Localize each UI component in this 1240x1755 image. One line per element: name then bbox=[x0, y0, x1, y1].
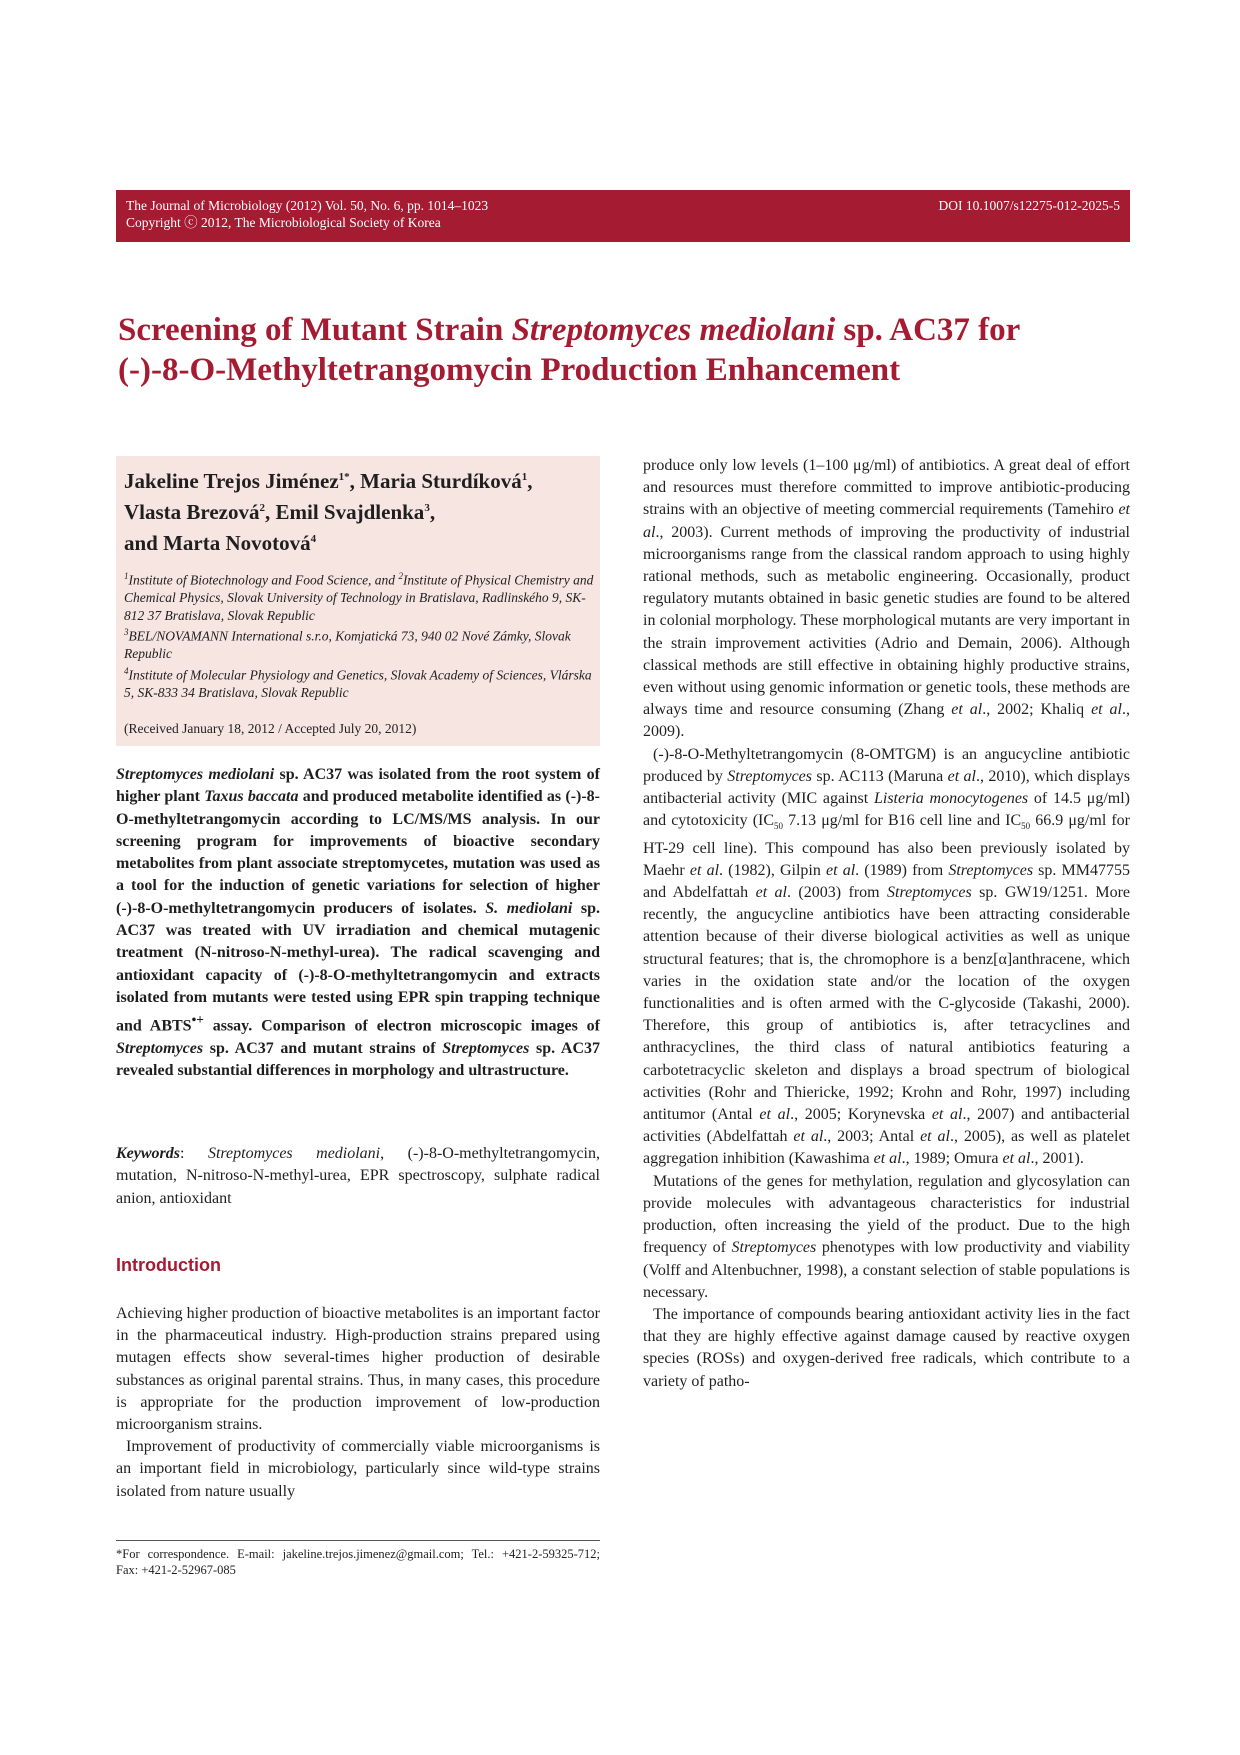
rc-p3-b: phenotypes with low productivity and viability (Volff and Altenbuchner, 1998), a constant selection of stable populations is necessary. bbox=[643, 1239, 1130, 1301]
rc-p2-o: ., 2005), as well as platelet aggregation inhibition (Kawashima bbox=[643, 1128, 1131, 1168]
rc-p2-c: ., 2010), which displays antibacterial activity (MIC against bbox=[643, 767, 1131, 808]
rc-p2-m: ., 2007) and antibacterial activities (Abdelfattah bbox=[643, 1106, 1130, 1146]
journal-citation bbox=[126, 197, 488, 231]
rc-p2-species-1: Streptomyces bbox=[727, 767, 813, 785]
correspondence-footnote: *For correspondence. E-mail: jakeline.trejos.jimenez@gmail.com; Tel.: +421-2-59325-712; Fax: +421-2-52967-085 bbox=[116, 1547, 600, 1577]
journal-header-band bbox=[116, 190, 1130, 242]
author-2: , Maria Sturdíková bbox=[349, 469, 522, 493]
paper-title bbox=[118, 310, 1118, 390]
abstract-radical-sup: •+ bbox=[191, 1012, 204, 1028]
rc-p2-h: . (1989) from bbox=[855, 861, 949, 879]
title-part2: sp. AC37 for bbox=[835, 312, 1021, 348]
rc-p1-a: produce only low levels (1–100 μg/ml) of antibiotics. A great deal of effort and resources must therefore committed to improve antibiotic-producing strains with an objective of meeting commercial requirements (Tamehiro bbox=[643, 457, 1130, 519]
author-1: Jakeline Trejos Jiménez bbox=[124, 469, 339, 493]
intro-paragraph-2: Improvement of productivity of commercially viable microorganisms is an important field in microbiology, particularly since wild-type strains isolated from nature usually bbox=[116, 1438, 600, 1500]
copyright-line: Copyright ⓒ 2012, The Microbiological Society of Korea bbox=[126, 215, 441, 230]
rc-p1-etal-1: et al bbox=[643, 501, 1130, 541]
rc-p1-c: ., 2002; Khaliq bbox=[982, 701, 1092, 719]
affil-1: Institute of Biotechnology and Food Science, and bbox=[128, 572, 399, 588]
rc-p2-e: 7.13 μg/ml for B16 cell line and IC bbox=[783, 812, 1022, 830]
affil-sup-2: 2 bbox=[398, 571, 403, 581]
rc-p1-d: ., 2009). bbox=[643, 701, 1131, 741]
abstract bbox=[116, 764, 600, 1082]
rc-p2-i: sp. MM47755 and Abdelfattah bbox=[643, 861, 1131, 902]
rc-p2-etal-2: et al bbox=[689, 861, 720, 879]
abstract-text-5: sp. AC37 and mutant strains of bbox=[203, 1039, 443, 1057]
author-4-suffix: , bbox=[429, 500, 436, 524]
right-paragraph-3 bbox=[643, 1171, 1130, 1304]
right-paragraph-4: The importance of compounds bearing antioxidant activity lies in the fact that they are highly effective against damage caused by reactive oxygen species (ROSs) and oxygen-derived free radicals, which contribute to a variety of patho- bbox=[643, 1305, 1130, 1390]
author-4: , Emil Svajdlenka bbox=[265, 500, 425, 524]
affiliations bbox=[124, 568, 594, 701]
right-column bbox=[643, 455, 1130, 1393]
introduction-body bbox=[116, 1303, 600, 1503]
rc-p2-species-2: Listeria monocytogenes bbox=[873, 790, 1029, 808]
abstract-text-2: and produced metabolite identified as (-)-8-O-methyltetrangomycin according to LC/MS/MS analysis. In our screening program for improvements of bioactive secondary metabolites from plant associate streptomycetes, mutation was used as a tool for the induction of genetic variations for selection of higher (-)-8-O-methyltetrangomycin producers of isolates. bbox=[116, 788, 601, 917]
rc-p2-l: ., 2005; Korynevska bbox=[790, 1106, 932, 1124]
rc-p2-ic50-sub-2: 50 bbox=[1021, 821, 1031, 832]
keywords-species: Streptomyces mediolani bbox=[207, 1145, 381, 1162]
rc-p2-b: sp. AC113 (Maruna bbox=[812, 767, 948, 785]
rc-p1-etal-2: et al bbox=[951, 701, 983, 719]
abstract-species-4: Streptomyces bbox=[116, 1039, 204, 1057]
rc-p2-etal-6: et al bbox=[931, 1106, 963, 1124]
affil-4: Institute of Molecular Physiology and Genetics, Slovak Academy of Sciences, Vlárska 5, SK-833 34 Bratislava, Slovak Republic bbox=[124, 667, 592, 700]
abstract-text-1: sp. AC37 was isolated from the root system of higher plant bbox=[116, 766, 600, 806]
affil-sup-3: 3 bbox=[124, 627, 129, 637]
rc-p2-etal-4: et al bbox=[755, 884, 788, 902]
affil-sup-1: 1 bbox=[124, 571, 129, 581]
rc-p1-etal-3: et al bbox=[1091, 701, 1123, 719]
keywords-colon: : bbox=[180, 1145, 208, 1162]
keywords-text: , (-)-8-O-methyltetrangomycin, mutation, N-nitroso-N-methyl-urea, EPR spectroscopy, sulphate radical anion, antioxidant bbox=[116, 1145, 601, 1207]
author-4-sup: 3 bbox=[424, 502, 430, 514]
rc-p2-a: (-)-8-O-Methyltetrangomycin (8-OMTGM) is an angucycline antibiotic produced by bbox=[643, 745, 1130, 785]
rc-p2-n: ., 2003; Antal bbox=[823, 1128, 921, 1146]
rc-p2-etal-3: et al bbox=[826, 861, 856, 879]
intro-paragraph-1: Achieving higher production of bioactive metabolites is an important factor in the pharmaceutical industry. High-production strains prepared using mutagen effects show several-times higher production of desirable substances as original parental strains. Thus, in many cases, this procedure is appropriate for the production improvement of low-production microorganism strains. bbox=[116, 1305, 600, 1434]
abstract-text-3: sp. AC37 was treated with UV irradiation and chemical mutagenic treatment (N-nitroso-N-methyl-urea). The radical scavenging and antioxidant capacity of (-)-8-O-methyltetrangomycin and extracts isolated from mutants were tested using EPR spin trapping technique and ABTS bbox=[116, 899, 600, 1035]
rc-p2-p: ., 1989; Omura bbox=[901, 1150, 1003, 1168]
journal-line: The Journal of Microbiology (2012) Vol. 50, No. 6, pp. 1014–1023 bbox=[126, 198, 489, 213]
rc-p3-species-1: Streptomyces bbox=[731, 1239, 817, 1257]
title-part1: Screening of Mutant Strain bbox=[118, 312, 512, 348]
author-3-sup: 2 bbox=[259, 502, 266, 514]
rc-p2-ic50-sub-1: 50 bbox=[774, 821, 784, 832]
rc-p2-q: ., 2001). bbox=[1030, 1150, 1084, 1168]
rc-p2-d: of 14.5 μg/ml) and cytotoxicity (IC bbox=[643, 790, 1131, 830]
right-paragraph-2 bbox=[643, 744, 1130, 1171]
rc-p2-etal-5: et al bbox=[759, 1106, 791, 1124]
introduction-heading: Introduction bbox=[116, 1255, 221, 1275]
author-5: and Marta Novotová bbox=[124, 531, 311, 555]
rc-p2-j: . (2003) from bbox=[787, 884, 888, 902]
abstract-text-6: sp. AC37 revealed substantial differences in morphology and ultrastructure. bbox=[116, 1039, 601, 1080]
author-2-sup: 1 bbox=[521, 471, 528, 483]
affil-sup-4: 4 bbox=[124, 665, 129, 676]
abstract-species-2: Taxus baccata bbox=[204, 788, 299, 806]
rc-p2-etal-8: et al bbox=[920, 1128, 950, 1146]
title-line2: (-)-8-O-Methyltetrangomycin Production Enhancement bbox=[118, 352, 901, 388]
doi: DOI 10.1007/s12275-012-2025-5 bbox=[938, 198, 1120, 213]
rc-p2-f: 66.9 μg/ml for HT-29 cell line). This compound has also been previously isolated by Maehr bbox=[643, 812, 1131, 879]
rc-p2-g: . (1982), Gilpin bbox=[719, 861, 827, 879]
rc-p1-b: ., 2003). Current methods of improving the productivity of industrial microorganisms range from the classical random approach to using highly rational methods, such as metabolic engineering. Occasionally, product regulatory mutants obtained in basic genetic studies are found to be altered in colonial morphology. These morphological mutants are very important in the strain improvement activities (Adrio and Demain, 2006). Although classical methods are still effective in obtaining highly productive strains, even without using genomic information or genetic tools, these methods are always time and resource consuming (Zhang bbox=[643, 523, 1130, 719]
received-dates: (Received January 18, 2012 / Accepted July 20, 2012) bbox=[124, 721, 417, 736]
rc-p2-species-4: Streptomyces bbox=[887, 884, 972, 902]
footnote-divider bbox=[116, 1540, 600, 1541]
author-3: Vlasta Brezová bbox=[124, 500, 260, 524]
abstract-species-3: S. mediolani bbox=[485, 899, 573, 917]
rc-p2-etal-10: et al bbox=[1002, 1150, 1031, 1168]
rc-p2-species-3: Streptomyces bbox=[948, 861, 1034, 879]
rc-p2-etal-7: et al bbox=[793, 1128, 824, 1146]
rc-p2-etal-9: et al bbox=[873, 1150, 902, 1168]
title-species: Streptomyces mediolani bbox=[511, 312, 836, 348]
author-5-sup: 4 bbox=[310, 533, 317, 545]
abstract-text-4: assay. Comparison of electron microscopic images of bbox=[203, 1017, 601, 1035]
author-info-box bbox=[116, 456, 600, 746]
rc-p2-k: sp. GW19/1251. More recently, the angucycline antibiotics have been attracting considerable attention because of their diverse biological activities as well as unique structural features; that is, the chromophore is a benz[α]anthracene, which varies in the oxidation state and/or the location of the oxygen functionalities and is often armed with the C-glycoside (Takashi, 2000). Therefore, this group of antibiotics is, after tetracyclines and anthracyclines, the third class of natural antibiotics featuring a carbotetracyclic skeleton and displays a broad spectrum of biological activities (Rohr and Thiericke, 1992; Krohn and Rohr, 1997) including antitumor (Antal bbox=[643, 884, 1131, 1124]
keywords bbox=[116, 1143, 600, 1210]
rc-p2-etal-1: et al bbox=[947, 767, 976, 785]
author-1-sup: 1* bbox=[338, 471, 350, 483]
author-list: Jakeline Trejos Jiménez$^{1*}$, Maria Sturdíková$^1$, Vlasta Brezová$^2$, Emil Svajdlenka$^3$, and Marta Novotová$^4$ bbox=[124, 469, 533, 555]
abstract-species-5: Streptomyces bbox=[442, 1039, 530, 1057]
rc-p3-a: Mutations of the genes for methylation, regulation and glycosylation can provide molecules with advantageous characteristics for industrial production, often increasing the yield of the product. Due to the high frequency of bbox=[643, 1172, 1130, 1257]
abstract-species-1: Streptomyces mediolani bbox=[116, 766, 275, 783]
affil-2: Institute of Physical Chemistry and Chemical Physics, Slovak University of Technology in Bratislava, Radlinského 9, SK-812 37 Bratislava, Slovak Republic bbox=[124, 572, 594, 623]
affil-3: BEL/NOVAMANN International s.r.o, Komjatická 73, 940 02 Nové Zámky, Slovak Republic bbox=[124, 628, 571, 661]
keywords-label: Keywords bbox=[116, 1145, 180, 1162]
right-paragraph-1 bbox=[643, 455, 1130, 744]
